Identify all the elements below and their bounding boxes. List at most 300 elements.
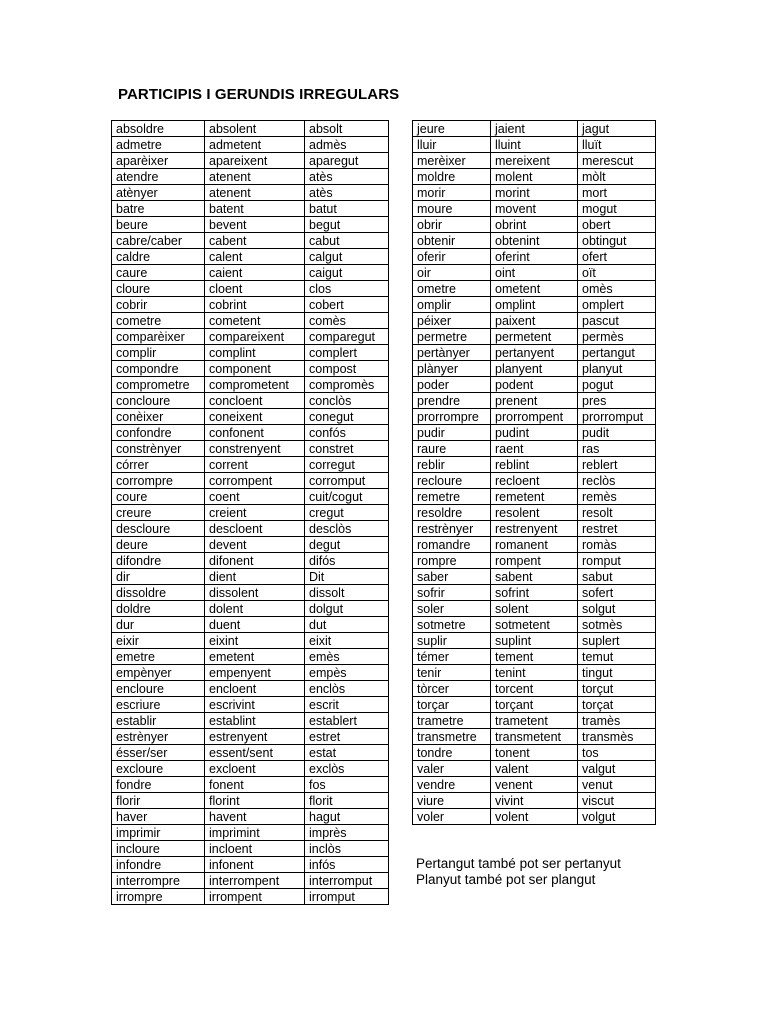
table-row	[112, 585, 389, 601]
table-row	[413, 409, 656, 425]
gerund-cell: obrint	[491, 217, 578, 233]
gerund-cell: calent	[205, 249, 305, 265]
gerund-cell: sofrint	[491, 585, 578, 601]
infinitive-cell: omplir	[413, 297, 491, 313]
page-title: PARTICIPIS I GERUNDIS IRREGULARS	[118, 86, 400, 103]
infinitive-cell: tondre	[413, 745, 491, 761]
gerund-cell: coent	[205, 489, 305, 505]
gerund-cell: corrompent	[205, 473, 305, 489]
participle-cell: caigut	[305, 265, 389, 281]
table-row	[112, 185, 389, 201]
gerund-cell: resolent	[491, 505, 578, 521]
infinitive-cell: obrir	[413, 217, 491, 233]
table-row	[413, 761, 656, 777]
table-row	[112, 697, 389, 713]
participle-cell: reclòs	[578, 473, 656, 489]
infinitive-cell: atendre	[112, 169, 205, 185]
table-row	[112, 169, 389, 185]
table-row	[112, 313, 389, 329]
infinitive-cell: irrompre	[112, 889, 205, 905]
infinitive-cell: incloure	[112, 841, 205, 857]
gerund-cell: infonent	[205, 857, 305, 873]
table-row	[112, 297, 389, 313]
table-row	[112, 889, 389, 905]
infinitive-cell: cabre/caber	[112, 233, 205, 249]
infinitive-cell: restrènyer	[413, 521, 491, 537]
participle-cell: difós	[305, 553, 389, 569]
participle-cell: calgut	[305, 249, 389, 265]
gerund-cell: venent	[491, 777, 578, 793]
participle-cell: pertangut	[578, 345, 656, 361]
table-row	[413, 169, 656, 185]
table-row	[413, 793, 656, 809]
table-row	[112, 761, 389, 777]
participle-cell: romput	[578, 553, 656, 569]
infinitive-cell: vendre	[413, 777, 491, 793]
gerund-cell: romanent	[491, 537, 578, 553]
table-row	[112, 745, 389, 761]
gerund-cell: ometent	[491, 281, 578, 297]
gerund-cell: difonent	[205, 553, 305, 569]
gerund-cell: lluint	[491, 137, 578, 153]
table-row	[413, 425, 656, 441]
infinitive-cell: absoldre	[112, 121, 205, 137]
gerund-cell: solent	[491, 601, 578, 617]
infinitive-cell: moure	[413, 201, 491, 217]
infinitive-cell: batre	[112, 201, 205, 217]
table-row	[112, 793, 389, 809]
infinitive-cell: soler	[413, 601, 491, 617]
gerund-cell: dient	[205, 569, 305, 585]
table-row	[413, 441, 656, 457]
table-row	[112, 345, 389, 361]
participle-cell: comès	[305, 313, 389, 329]
gerund-cell: eixint	[205, 633, 305, 649]
infinitive-cell: suplir	[413, 633, 491, 649]
table-row	[112, 681, 389, 697]
gerund-cell: cobrint	[205, 297, 305, 313]
gerund-cell: fonent	[205, 777, 305, 793]
infinitive-cell: voler	[413, 809, 491, 825]
infinitive-cell: caldre	[112, 249, 205, 265]
gerund-cell: prorrompent	[491, 409, 578, 425]
infinitive-cell: infondre	[112, 857, 205, 873]
table-row	[112, 729, 389, 745]
infinitive-cell: resoldre	[413, 505, 491, 521]
table-row	[413, 601, 656, 617]
gerund-cell: rompent	[491, 553, 578, 569]
infinitive-cell: beure	[112, 217, 205, 233]
table-row	[112, 649, 389, 665]
gerund-cell: empenyent	[205, 665, 305, 681]
infinitive-cell: eixir	[112, 633, 205, 649]
infinitive-cell: romandre	[413, 537, 491, 553]
table-row	[413, 585, 656, 601]
participle-cell: mòlt	[578, 169, 656, 185]
participle-cell: sotmès	[578, 617, 656, 633]
gerund-cell: paixent	[491, 313, 578, 329]
participle-cell: florit	[305, 793, 389, 809]
infinitive-cell: comprometre	[112, 377, 205, 393]
infinitive-cell: plànyer	[413, 361, 491, 377]
infinitive-cell: raure	[413, 441, 491, 457]
gerund-cell: dissolent	[205, 585, 305, 601]
gerund-cell: concloent	[205, 393, 305, 409]
participle-cell: mogut	[578, 201, 656, 217]
participle-cell: atès	[305, 185, 389, 201]
gerund-cell: torcent	[491, 681, 578, 697]
infinitive-cell: poder	[413, 377, 491, 393]
infinitive-cell: cobrir	[112, 297, 205, 313]
infinitive-cell: trametre	[413, 713, 491, 729]
gerund-cell: oferint	[491, 249, 578, 265]
gerund-cell: tonent	[491, 745, 578, 761]
table-row	[413, 681, 656, 697]
table-row	[413, 633, 656, 649]
infinitive-cell: péixer	[413, 313, 491, 329]
participle-cell: temut	[578, 649, 656, 665]
gerund-cell: reblint	[491, 457, 578, 473]
participle-cell: venut	[578, 777, 656, 793]
gerund-cell: jaient	[491, 121, 578, 137]
gerund-cell: batent	[205, 201, 305, 217]
table-row	[112, 441, 389, 457]
participle-cell: planyut	[578, 361, 656, 377]
infinitive-cell: establir	[112, 713, 205, 729]
participle-cell: pudit	[578, 425, 656, 441]
participle-cell: aparegut	[305, 153, 389, 169]
participle-cell: inclòs	[305, 841, 389, 857]
participle-cell: escrit	[305, 697, 389, 713]
infinitive-cell: rompre	[413, 553, 491, 569]
participle-cell: pres	[578, 393, 656, 409]
participle-cell: cobert	[305, 297, 389, 313]
participle-cell: clos	[305, 281, 389, 297]
table-row	[413, 537, 656, 553]
participle-cell: admès	[305, 137, 389, 153]
participle-cell: eixit	[305, 633, 389, 649]
table-row	[413, 361, 656, 377]
gerund-cell: permetent	[491, 329, 578, 345]
infinitive-cell: cloure	[112, 281, 205, 297]
gerund-cell: admetent	[205, 137, 305, 153]
gerund-cell: oint	[491, 265, 578, 281]
infinitive-cell: tenir	[413, 665, 491, 681]
table-row	[112, 137, 389, 153]
participle-cell: remès	[578, 489, 656, 505]
infinitive-cell: ésser/ser	[112, 745, 205, 761]
participle-cell: dut	[305, 617, 389, 633]
gerund-cell: constrenyent	[205, 441, 305, 457]
infinitive-cell: oferir	[413, 249, 491, 265]
table-row	[413, 185, 656, 201]
participle-cell: volgut	[578, 809, 656, 825]
gerund-cell: prenent	[491, 393, 578, 409]
gerund-cell: coneixent	[205, 409, 305, 425]
table-row	[112, 361, 389, 377]
gerund-cell: cabent	[205, 233, 305, 249]
participle-cell: estat	[305, 745, 389, 761]
participle-cell: hagut	[305, 809, 389, 825]
table-row	[112, 569, 389, 585]
gerund-cell: movent	[491, 201, 578, 217]
table-row	[112, 553, 389, 569]
gerund-cell: corrent	[205, 457, 305, 473]
gerund-cell: incloent	[205, 841, 305, 857]
table-row	[413, 489, 656, 505]
table-row	[413, 153, 656, 169]
infinitive-cell: aparèixer	[112, 153, 205, 169]
table-row	[413, 553, 656, 569]
infinitive-cell: fondre	[112, 777, 205, 793]
table-row	[413, 297, 656, 313]
participle-cell: estret	[305, 729, 389, 745]
gerund-cell: absolent	[205, 121, 305, 137]
infinitive-cell: encloure	[112, 681, 205, 697]
table-row	[413, 665, 656, 681]
infinitive-cell: escriure	[112, 697, 205, 713]
participle-cell: fos	[305, 777, 389, 793]
infinitive-cell: ometre	[413, 281, 491, 297]
gerund-cell: remetent	[491, 489, 578, 505]
infinitive-cell: oir	[413, 265, 491, 281]
gerund-cell: component	[205, 361, 305, 377]
infinitive-cell: pertànyer	[413, 345, 491, 361]
table-row	[413, 137, 656, 153]
participle-cell: infós	[305, 857, 389, 873]
infinitive-cell: dur	[112, 617, 205, 633]
participle-cell: ofert	[578, 249, 656, 265]
table-row	[112, 601, 389, 617]
gerund-cell: cometent	[205, 313, 305, 329]
table-row	[112, 153, 389, 169]
infinitive-cell: dir	[112, 569, 205, 585]
infinitive-cell: remetre	[413, 489, 491, 505]
infinitive-cell: atènyer	[112, 185, 205, 201]
infinitive-cell: corrompre	[112, 473, 205, 489]
participle-cell: suplert	[578, 633, 656, 649]
participle-cell: merescut	[578, 153, 656, 169]
participle-cell: degut	[305, 537, 389, 553]
gerund-cell: vivint	[491, 793, 578, 809]
gerund-cell: torçant	[491, 697, 578, 713]
table-row	[112, 233, 389, 249]
infinitive-cell: viure	[413, 793, 491, 809]
gerund-cell: establint	[205, 713, 305, 729]
table-row	[413, 377, 656, 393]
gerund-cell: essent/sent	[205, 745, 305, 761]
gerund-cell: imprimint	[205, 825, 305, 841]
participle-cell: restret	[578, 521, 656, 537]
gerund-cell: dolent	[205, 601, 305, 617]
infinitive-cell: témer	[413, 649, 491, 665]
infinitive-cell: prendre	[413, 393, 491, 409]
infinitive-cell: creure	[112, 505, 205, 521]
table-row	[413, 521, 656, 537]
infinitive-cell: constrènyer	[112, 441, 205, 457]
infinitive-cell: florir	[112, 793, 205, 809]
infinitive-cell: emetre	[112, 649, 205, 665]
participle-cell: conegut	[305, 409, 389, 425]
participle-cell: confós	[305, 425, 389, 441]
notes	[416, 856, 621, 888]
gerund-cell: sabent	[491, 569, 578, 585]
infinitive-cell: tòrcer	[413, 681, 491, 697]
gerund-cell: trametent	[491, 713, 578, 729]
participle-cell: resolt	[578, 505, 656, 521]
infinitive-cell: morir	[413, 185, 491, 201]
participle-cell: lluït	[578, 137, 656, 153]
participle-cell: transmès	[578, 729, 656, 745]
table-row	[112, 521, 389, 537]
participle-cell: constret	[305, 441, 389, 457]
infinitive-cell: deure	[112, 537, 205, 553]
participle-cell: compromès	[305, 377, 389, 393]
table-row	[112, 633, 389, 649]
gerund-cell: descloent	[205, 521, 305, 537]
participle-cell: ras	[578, 441, 656, 457]
participle-cell: omès	[578, 281, 656, 297]
table-row	[112, 809, 389, 825]
participle-cell: tos	[578, 745, 656, 761]
table-row	[413, 713, 656, 729]
verb-table-right	[412, 120, 656, 825]
infinitive-cell: cometre	[112, 313, 205, 329]
table-row	[413, 121, 656, 137]
infinitive-cell: concloure	[112, 393, 205, 409]
infinitive-cell: dissoldre	[112, 585, 205, 601]
gerund-cell: bevent	[205, 217, 305, 233]
verb-table-left	[111, 120, 389, 905]
participle-cell: pogut	[578, 377, 656, 393]
gerund-cell: atenent	[205, 185, 305, 201]
gerund-cell: irrompent	[205, 889, 305, 905]
participle-cell: prorromput	[578, 409, 656, 425]
table-row	[112, 473, 389, 489]
participle-cell: emès	[305, 649, 389, 665]
gerund-cell: confonent	[205, 425, 305, 441]
participle-cell: torçut	[578, 681, 656, 697]
participle-cell: irromput	[305, 889, 389, 905]
infinitive-cell: estrènyer	[112, 729, 205, 745]
gerund-cell: raent	[491, 441, 578, 457]
table-row	[112, 505, 389, 521]
table-row	[112, 713, 389, 729]
participle-cell: oït	[578, 265, 656, 281]
table-row	[112, 393, 389, 409]
table-row	[413, 569, 656, 585]
infinitive-cell: imprimir	[112, 825, 205, 841]
infinitive-cell: interrompre	[112, 873, 205, 889]
participle-cell: omplert	[578, 297, 656, 313]
participle-cell: pascut	[578, 313, 656, 329]
table-row	[413, 697, 656, 713]
participle-cell: solgut	[578, 601, 656, 617]
participle-cell: obert	[578, 217, 656, 233]
table-row	[112, 425, 389, 441]
table-row	[413, 265, 656, 281]
table-row	[112, 329, 389, 345]
infinitive-cell: transmetre	[413, 729, 491, 745]
gerund-cell: cloent	[205, 281, 305, 297]
table-row	[413, 729, 656, 745]
infinitive-cell: haver	[112, 809, 205, 825]
infinitive-cell: descloure	[112, 521, 205, 537]
participle-cell: atès	[305, 169, 389, 185]
gerund-cell: comprometent	[205, 377, 305, 393]
participle-cell: reblert	[578, 457, 656, 473]
table-row	[112, 265, 389, 281]
participle-cell: viscut	[578, 793, 656, 809]
gerund-cell: tement	[491, 649, 578, 665]
note-line: Pertangut també pot ser pertanyut	[416, 856, 621, 871]
participle-cell: imprès	[305, 825, 389, 841]
infinitive-cell: prorrompre	[413, 409, 491, 425]
participle-cell: desclòs	[305, 521, 389, 537]
participle-cell: cabut	[305, 233, 389, 249]
table-row	[112, 201, 389, 217]
participle-cell: jagut	[578, 121, 656, 137]
infinitive-cell: compondre	[112, 361, 205, 377]
participle-cell: dolgut	[305, 601, 389, 617]
gerund-cell: obtenint	[491, 233, 578, 249]
table-row	[413, 473, 656, 489]
table-row	[112, 281, 389, 297]
infinitive-cell: lluir	[413, 137, 491, 153]
infinitive-cell: comparèixer	[112, 329, 205, 345]
participle-cell: cregut	[305, 505, 389, 521]
gerund-cell: complint	[205, 345, 305, 361]
participle-cell: enclòs	[305, 681, 389, 697]
infinitive-cell: caure	[112, 265, 205, 281]
infinitive-cell: permetre	[413, 329, 491, 345]
table-row	[112, 777, 389, 793]
gerund-cell: estrenyent	[205, 729, 305, 745]
infinitive-cell: merèixer	[413, 153, 491, 169]
table-row	[413, 313, 656, 329]
table-row	[413, 329, 656, 345]
gerund-cell: transmetent	[491, 729, 578, 745]
table-row	[112, 537, 389, 553]
gerund-cell: valent	[491, 761, 578, 777]
gerund-cell: planyent	[491, 361, 578, 377]
table-row	[413, 281, 656, 297]
table-row	[413, 777, 656, 793]
gerund-cell: tenint	[491, 665, 578, 681]
table-row	[112, 825, 389, 841]
table-row	[413, 233, 656, 249]
gerund-cell: morint	[491, 185, 578, 201]
infinitive-cell: obtenir	[413, 233, 491, 249]
participle-cell: corromput	[305, 473, 389, 489]
infinitive-cell: conèixer	[112, 409, 205, 425]
gerund-cell: restrenyent	[491, 521, 578, 537]
gerund-cell: florint	[205, 793, 305, 809]
participle-cell: tingut	[578, 665, 656, 681]
infinitive-cell: recloure	[413, 473, 491, 489]
table-row	[413, 505, 656, 521]
table-row	[112, 665, 389, 681]
gerund-cell: devent	[205, 537, 305, 553]
gerund-cell: mereixent	[491, 153, 578, 169]
table-row	[413, 617, 656, 633]
gerund-cell: emetent	[205, 649, 305, 665]
gerund-cell: podent	[491, 377, 578, 393]
gerund-cell: recloent	[491, 473, 578, 489]
table-row	[413, 201, 656, 217]
participle-cell: romàs	[578, 537, 656, 553]
gerund-cell: omplint	[491, 297, 578, 313]
